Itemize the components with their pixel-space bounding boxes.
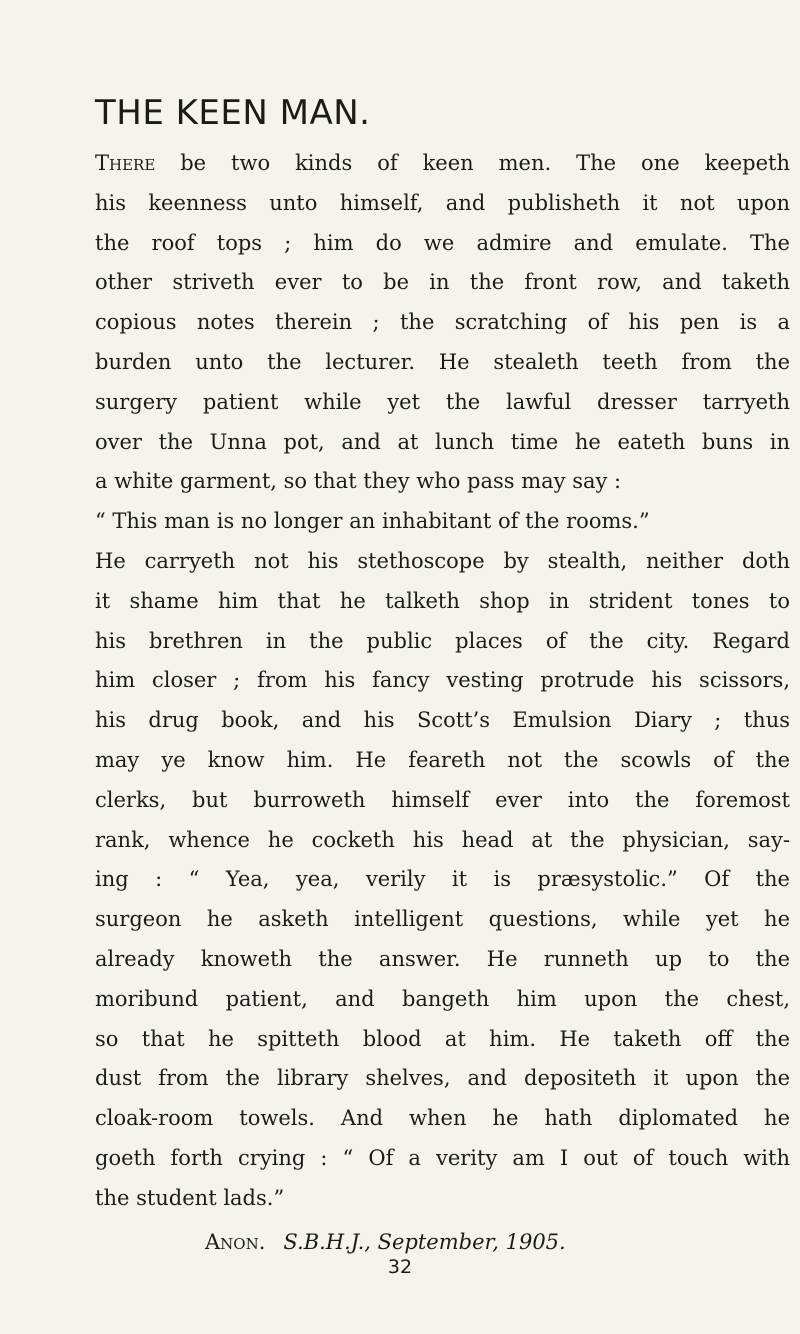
text-line: surgery patient while yet the lawful dresser tarryeth — [95, 389, 790, 414]
text-line: dust from the library shelves, and depositeth it upon the — [95, 1066, 790, 1091]
text-line: rank, whence he cocketh his head at the physician, say- — [95, 827, 790, 852]
text-line: moribund patient, and bangeth him upon the chest, — [95, 986, 790, 1011]
text-line: over the Unna pot, and at lunch time he eateth buns in — [95, 429, 790, 454]
text-line: already knoweth the answer. He runneth up to the — [95, 946, 790, 971]
text-line: so that he spitteth blood at him. He taketh off the — [95, 1026, 790, 1051]
text-line: it shame him that he talketh shop in strident tones to — [95, 588, 790, 613]
text-line: burden unto the lecturer. He stealeth teeth from the — [95, 349, 790, 374]
body-paragraph — [95, 144, 790, 1219]
text-line: may ye know him. He feareth not the scowls of the — [95, 747, 790, 772]
text-line: his keenness unto himself, and publisheth it not upon — [95, 190, 790, 215]
text-line: his brethren in the public places of the city. Regard — [95, 628, 790, 653]
text-line: “ This man is no longer an inhabitant of the rooms.” — [95, 509, 650, 534]
text-line: clerks, but burroweth himself ever into the foremost — [95, 787, 790, 812]
text-line: the roof tops ; him do we admire and emulate. The — [95, 230, 790, 255]
page-title: THE KEEN MAN. — [95, 93, 371, 133]
page-number: 32 — [387, 1256, 413, 1278]
text-line: his drug book, and his Scott’s Emulsion Diary ; thus — [95, 708, 790, 733]
text-line: a white garment, so that they who pass may say : — [95, 469, 622, 494]
text-line: There be two kinds of keen men. The one keepeth — [95, 151, 790, 175]
text-line: the student lads.” — [95, 1185, 285, 1210]
text-line: goeth forth crying : “ Of a verity am I out of touch with — [95, 1145, 790, 1170]
text-line: copious notes therein ; the scratching of his pen is a — [95, 310, 790, 335]
text-line: He carryeth not his stethoscope by stealth, neither doth — [95, 548, 790, 573]
attribution-author: Anon. — [205, 1229, 266, 1254]
text-line: ing : “ Yea, yea, verily it is præsystolic.” Of the — [95, 867, 790, 892]
text-line: him closer ; from his fancy vesting protrude his scissors, — [95, 668, 790, 693]
drop-word: There — [95, 151, 156, 175]
page-content — [95, 88, 790, 1262]
text-line: cloak-room towels. And when he hath diplomated he — [95, 1106, 790, 1131]
text-line: surgeon he asketh intelligent questions, while yet he — [95, 907, 790, 932]
text-line: other striveth ever to be in the front row, and taketh — [95, 270, 790, 295]
attribution-source: S.B.H.J., September, 1905. — [283, 1229, 566, 1254]
